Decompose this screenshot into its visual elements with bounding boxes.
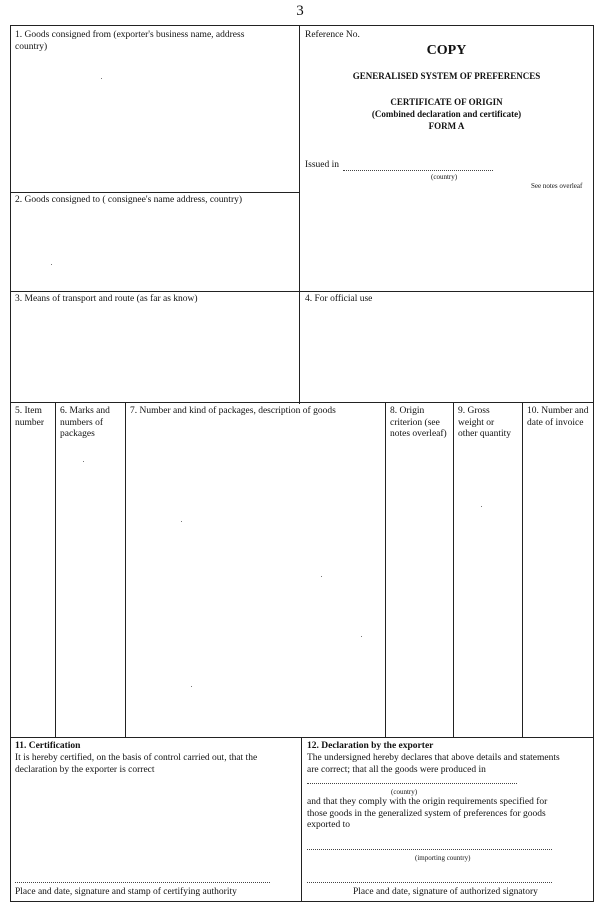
scan-speck: [51, 264, 52, 265]
box4-label: 4. For official use: [305, 294, 373, 304]
divider-header: [299, 26, 300, 404]
copy-title: COPY: [426, 43, 467, 58]
box1-label: 1. Goods consigned from (exporter's business name, address country): [15, 30, 245, 52]
divider-col5: [55, 402, 56, 737]
divider-row4: [11, 737, 593, 738]
divider-col8: [453, 402, 454, 737]
divider-col7: [385, 402, 386, 737]
col8-header: 8. Origin criterion (see notes overleaf): [390, 406, 447, 439]
col10-header: 10. Number and date of invoice: [527, 406, 589, 428]
box12-signature-line[interactable]: [307, 882, 552, 883]
importing-country-field[interactable]: [307, 849, 552, 850]
col5-header: 5. Item number: [15, 406, 45, 428]
issued-in-label: Issued in: [305, 160, 340, 170]
divider-box1-box2: [11, 192, 299, 193]
reference-label: Reference No.: [305, 30, 360, 40]
combined-heading: (Combined declaration and certificate): [371, 109, 522, 119]
divider-col6: [125, 402, 126, 737]
issued-country-caption: (country): [431, 173, 458, 181]
divider-col9: [522, 402, 523, 737]
box11-text: It is hereby certified, on the basis of control carried out, that the declaration by the exporter is correct: [15, 753, 258, 775]
box12-text1: The undersigned hereby declares that above details and statements are correct; that all the goods were produced in: [307, 753, 560, 775]
scan-speck: [181, 521, 182, 522]
box11-signature-line[interactable]: [15, 882, 270, 883]
col7-header: 7. Number and kind of packages, description of goods: [130, 406, 336, 416]
gsp-heading: GENERALISED SYSTEM OF PREFERENCES: [352, 71, 541, 81]
page-number: 3: [296, 3, 304, 19]
divider-row3: [11, 402, 593, 403]
scan-speck: [361, 636, 362, 637]
issued-in-field[interactable]: [343, 170, 493, 171]
scan-speck: [321, 576, 322, 577]
divider-box11-box12: [301, 737, 302, 901]
box3-label: 3. Means of transport and route (as far as know): [15, 294, 198, 304]
box2-label: 2. Goods consigned to ( consignee's name address, country): [15, 195, 243, 205]
box11-title: 11. Certification: [15, 741, 81, 751]
scan-speck: [101, 78, 102, 79]
divider-row2: [11, 291, 593, 292]
col6-header: 6. Marks and numbers of packages: [60, 406, 110, 439]
scan-speck: [83, 461, 84, 462]
box12-text2: and that they comply with the origin requirements specified for those goods in the generalized system of preferences for goods exported to: [307, 797, 548, 830]
certificate-form: [10, 25, 594, 902]
col9-header: 9. Gross weight or other quantity: [458, 406, 512, 439]
box12-country-caption: (country): [391, 788, 418, 796]
see-notes-label: See notes overleaf: [531, 182, 583, 190]
produced-in-field[interactable]: [307, 783, 517, 784]
box12-title: 12. Declaration by the exporter: [307, 741, 434, 751]
scan-speck: [191, 686, 192, 687]
box12-signature-label: Place and date, signature of authorized signatory: [353, 887, 538, 897]
box12-importing-caption: (importing country): [415, 854, 471, 862]
scan-speck: [481, 506, 482, 507]
box11-signature-label: Place and date, signature and stamp of certifying authority: [15, 887, 237, 897]
form-a-heading: FORM A: [428, 121, 465, 131]
certificate-heading: CERTIFICATE OF ORIGIN: [390, 97, 503, 107]
